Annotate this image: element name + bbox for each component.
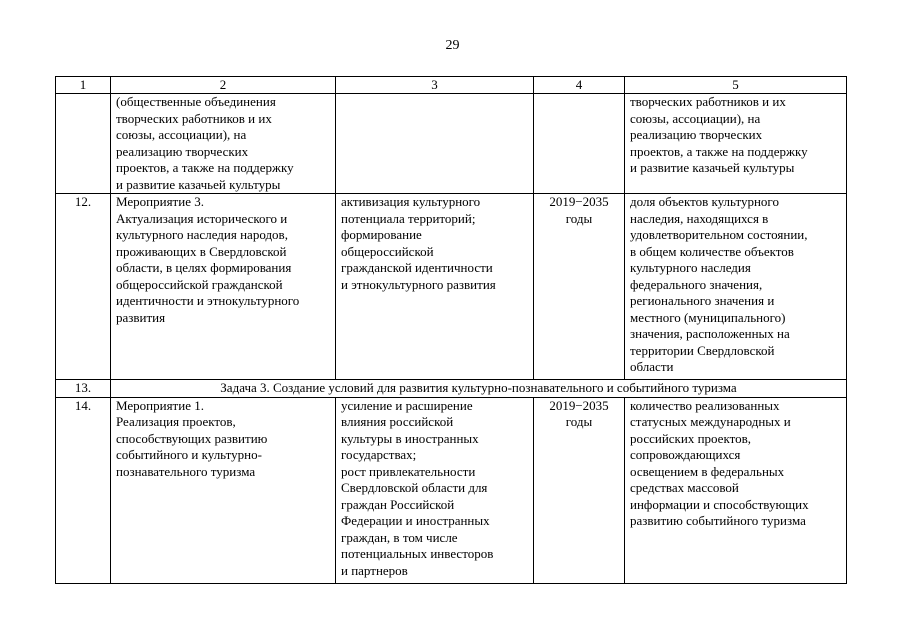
row-number: 12. <box>56 194 111 380</box>
table-row <box>56 397 847 583</box>
column-header-5: 5 <box>625 77 847 94</box>
row-number <box>56 94 111 194</box>
event-cell: Мероприятие 3. Актуализация исторического и культурного наследия народов, проживающих в Свердловской области, в целях формирования общероссийской гражданской идентичности и этнокультурного развития <box>111 194 336 380</box>
column-header-4: 4 <box>534 77 625 94</box>
result-cell: активизация культурного потенциала территорий; формирование общероссийской гражданской идентичности и этнокультурного развития <box>336 194 534 380</box>
page-number: 29 <box>445 38 460 53</box>
task-title: Задача 3. Создание условий для развития культурно-познавательного и событийного туризма <box>111 380 847 398</box>
program-table <box>55 76 847 584</box>
table-row <box>56 94 847 194</box>
indicator-cell: количество реализованных статусных международных и российских проектов, сопровождающихся освещением в федеральных средствах массовой информации и способствующих развитию событийного туризма <box>625 397 847 583</box>
result-cell: усиление и расширение влияния российской культуры в иностранных государствах; рост привлекательности Свердловской области для граждан Российской Федерации и иностранных граждан, в том числе потенциальных инвесторов и партнеров <box>336 397 534 583</box>
period-cell: 2019−2035 годы <box>534 397 625 583</box>
table-row <box>56 194 847 380</box>
column-header-2: 2 <box>111 77 336 94</box>
indicator-cell: творческих работников и их союзы, ассоциации), на реализацию творческих проектов, а также на поддержку и развитие казачьей культуры <box>625 94 847 194</box>
row-number: 14. <box>56 397 111 583</box>
period-cell <box>534 94 625 194</box>
result-cell <box>336 94 534 194</box>
table-header-row <box>56 77 847 94</box>
column-header-3: 3 <box>336 77 534 94</box>
event-cell: (общественные объединения творческих работников и их союзы, ассоциации), на реализацию творческих проектов, а также на поддержку и развитие казачьей культуры <box>111 94 336 194</box>
event-cell: Мероприятие 1. Реализация проектов, способствующих развитию событийного и культурно- познавательного туризма <box>111 397 336 583</box>
column-header-1: 1 <box>56 77 111 94</box>
task-row <box>56 380 847 398</box>
period-cell: 2019−2035 годы <box>534 194 625 380</box>
row-number: 13. <box>56 380 111 398</box>
indicator-cell: доля объектов культурного наследия, находящихся в удовлетворительном состоянии, в общем количестве объектов культурного наследия федерального значения, регионального значения и местного (муниципального) значения, расположенных на территории Свердловской области <box>625 194 847 380</box>
